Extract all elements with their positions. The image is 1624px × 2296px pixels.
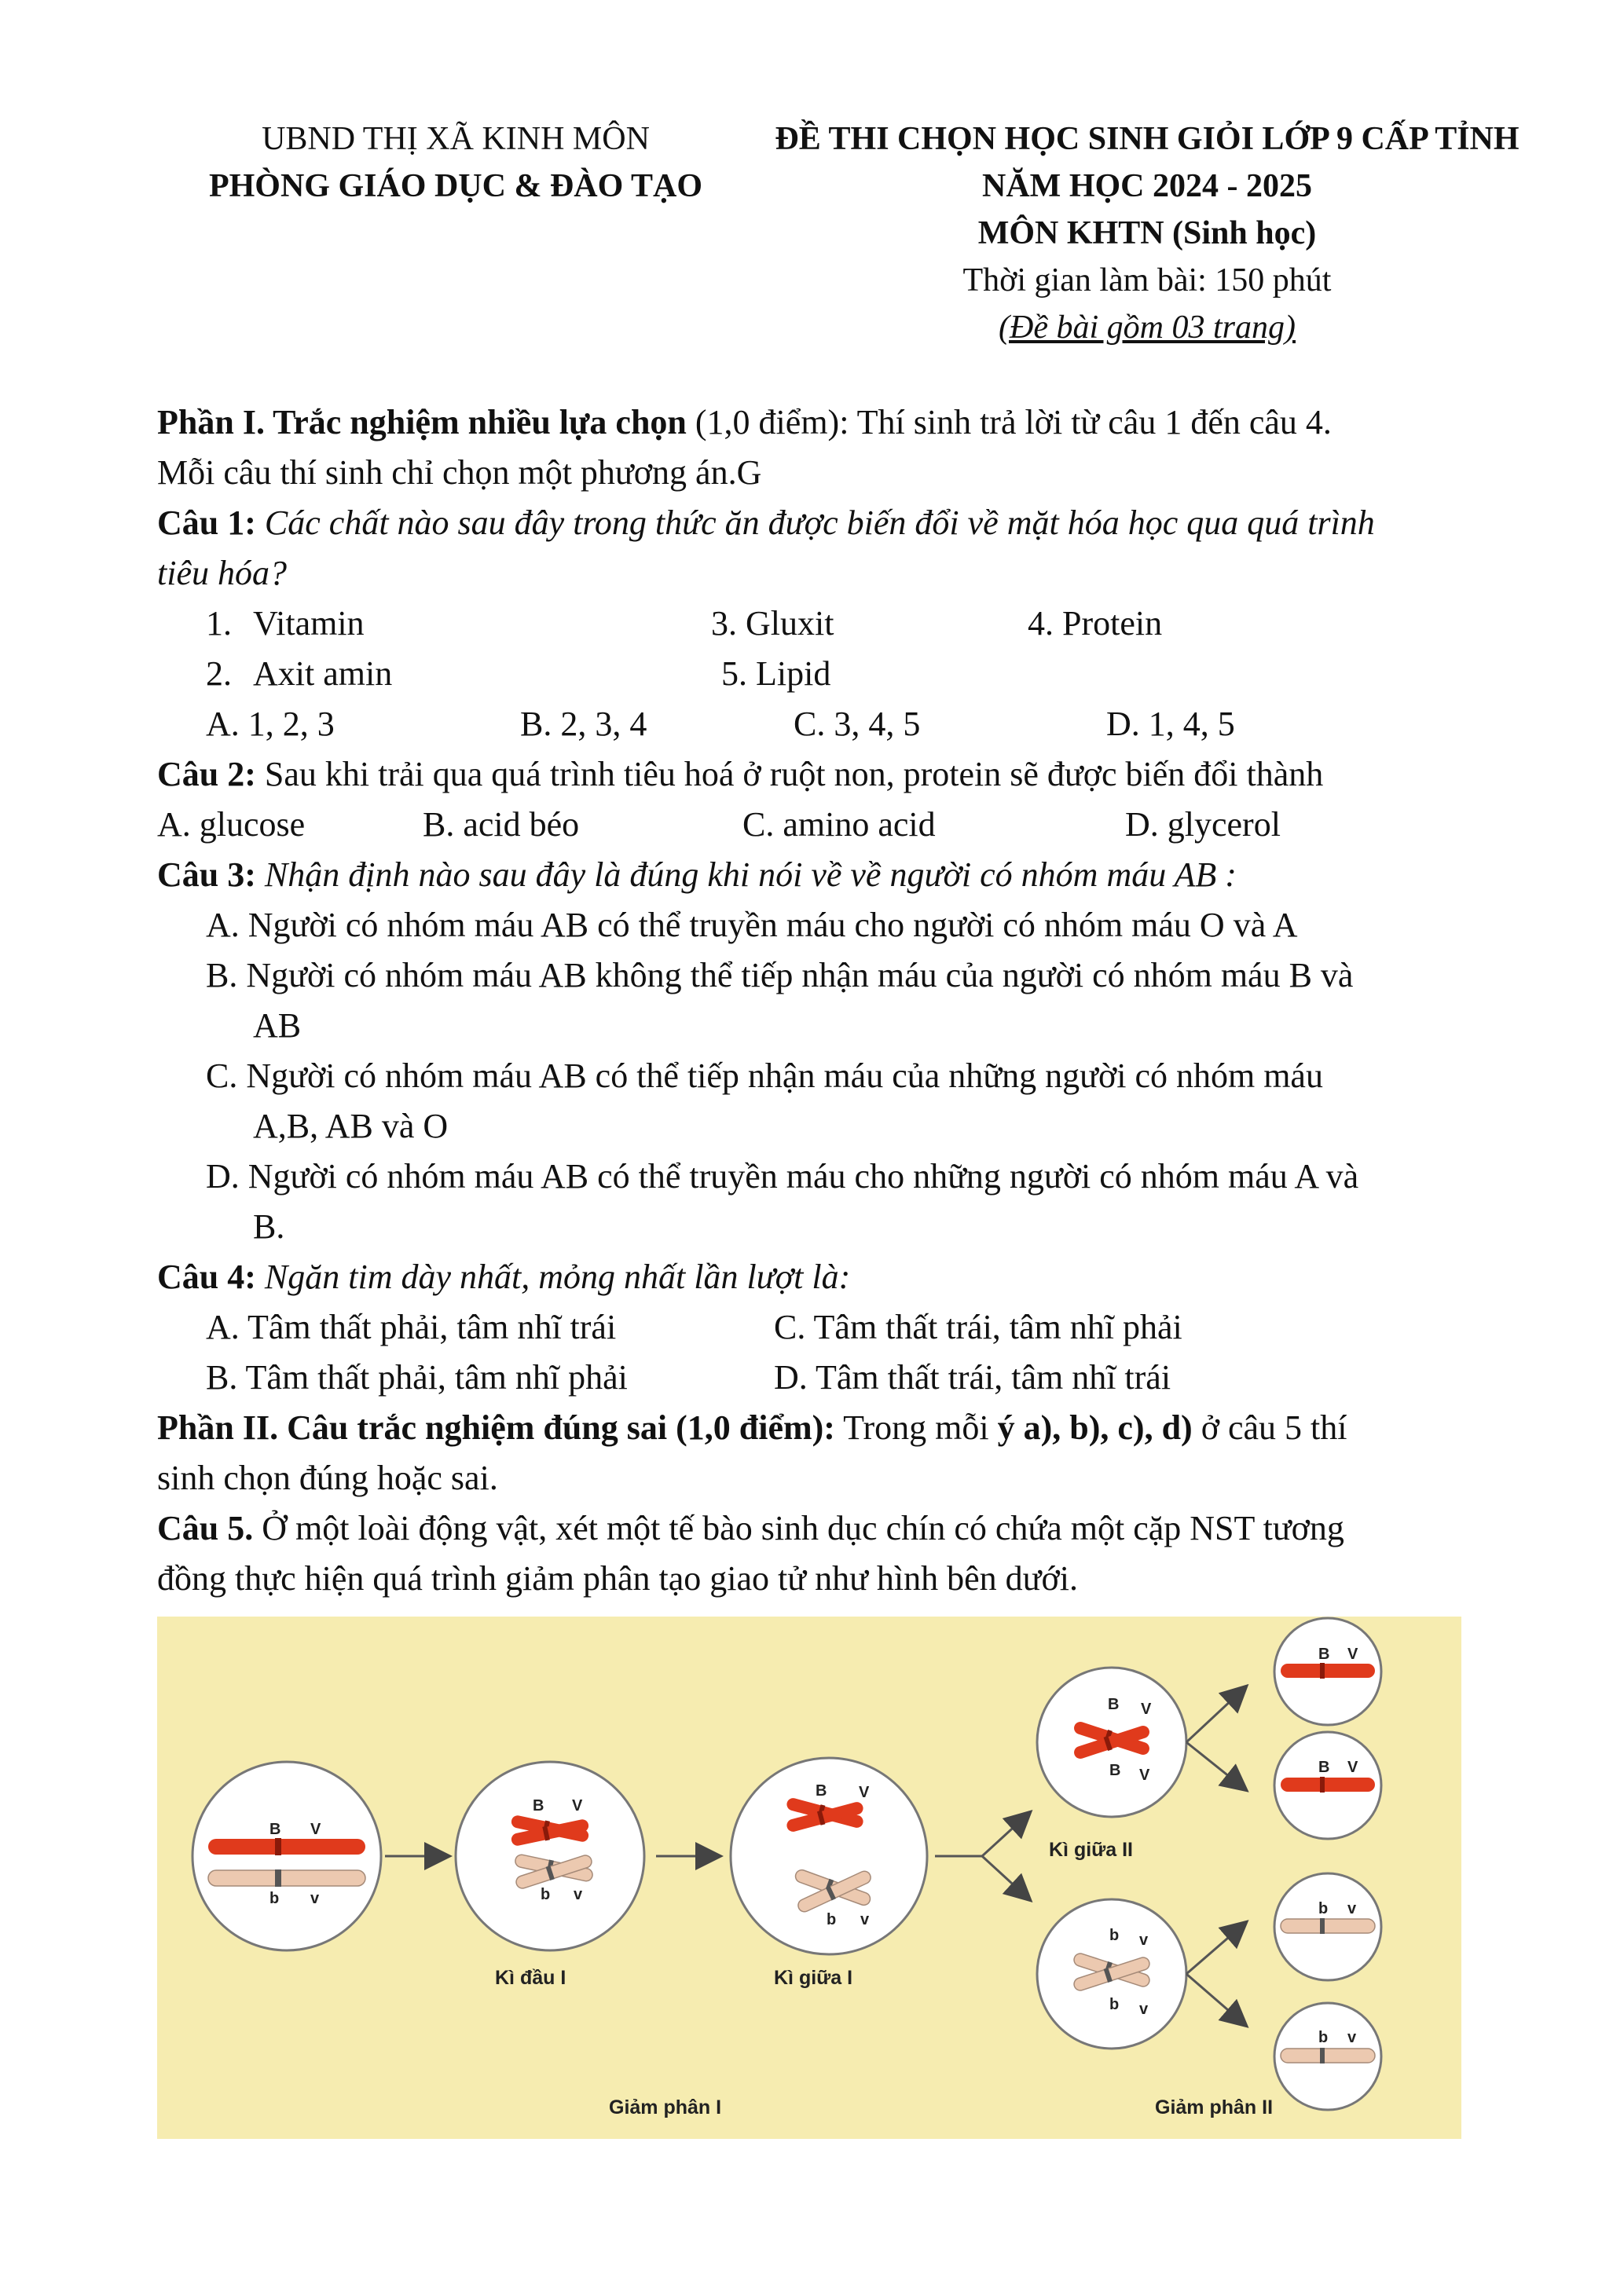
exam-title: ĐỀ THI CHỌN HỌC SINH GIỎI LỚP 9 CẤP TỈNH [775, 121, 1520, 157]
label-metaphase-1: Kì giữa I [774, 1967, 853, 1989]
part2-instruction-cont: sinh chọn đúng hoặc sai. [157, 1459, 498, 1497]
q3-option-b: B. Người có nhóm máu AB không thể tiếp nhận máu của người có nhóm máu B và [206, 956, 1354, 994]
svg-text:V: V [1347, 1759, 1358, 1776]
gamete-4 [1274, 2003, 1381, 2110]
label-prophase-1: Kì đầu I [495, 1967, 566, 1989]
svg-text:V: V [572, 1797, 583, 1814]
q1-item-number-2: 2. [206, 654, 232, 693]
svg-text:V: V [1139, 1767, 1150, 1784]
school-year: NĂM HỌC 2024 - 2025 [982, 168, 1312, 204]
q1-item-gluxit: 3. Gluxit [711, 604, 834, 643]
part2-title: Phần II. Câu trắc nghiệm đúng sai (1,0 điểm): [157, 1408, 835, 1447]
q5-label: Câu 5. [157, 1509, 254, 1547]
part1-score: (1,0 điểm): Thí sinh trả lời từ câu 1 đến câu 4. [686, 403, 1332, 441]
q3-option-b-cont: AB [253, 1006, 302, 1045]
q4-text: Ngăn tim dày nhất, mỏng nhất lần lượt là: [255, 1258, 851, 1296]
question-5 [157, 1503, 1344, 1554]
label-meiosis-1: Giảm phân I [609, 2096, 722, 2118]
question-1 [157, 498, 1375, 548]
q1-item-lipid: 5. Lipid [721, 654, 831, 693]
q5-text-cont: đồng thực hiện quá trình giảm phân tạo giao tử như hình bên dưới. [157, 1559, 1079, 1598]
q3-label: Câu 3: [157, 855, 256, 894]
q3-text: Nhận định nào sau đây là đúng khi nói về về người có nhóm máu AB : [255, 855, 1237, 894]
svg-text:B: B [1318, 1759, 1330, 1776]
q3-option-d-cont: B. [253, 1207, 285, 1246]
svg-text:B: B [1108, 1696, 1120, 1713]
q1-item-number-1: 1. [206, 604, 232, 643]
q5-text: Ở một loài động vật, xét một tế bào sinh dục chín có chứa một cặp NST tương [253, 1509, 1344, 1547]
svg-text:b: b [1318, 2029, 1329, 2046]
gamete-3 [1274, 1873, 1381, 1980]
q3-option-d: D. Người có nhóm máu AB có thể truyền máu cho những người có nhóm máu A và [206, 1157, 1359, 1196]
svg-text:v: v [574, 1886, 583, 1903]
question-3 [157, 850, 1237, 900]
gene-label-B: B [269, 1821, 281, 1838]
q2-label: Câu 2: [157, 755, 256, 793]
q4-option-b: B. Tâm thất phải, tâm nhĩ phải [206, 1358, 628, 1397]
q4-label: Câu 4: [157, 1258, 256, 1296]
part2-text1: Trong mỗi [834, 1408, 998, 1447]
q4-option-a: A. Tâm thất phải, tâm nhĩ trái [206, 1308, 617, 1346]
svg-text:v: v [1347, 2029, 1357, 2046]
subject: MÔN KHTN (Sinh học) [977, 215, 1317, 251]
svg-text:v: v [1139, 1932, 1149, 1949]
part2-text2: ở câu 5 thí [1192, 1408, 1347, 1447]
gamete-2 [1274, 1732, 1381, 1839]
gene-label-b: b [269, 1890, 280, 1907]
q3-option-c-cont: A,B, AB và O [253, 1107, 449, 1145]
svg-text:v: v [1139, 2001, 1149, 2018]
q2-option-d: D. glycerol [1125, 805, 1281, 844]
q1-option-c: C. 3, 4, 5 [794, 705, 921, 743]
cell-metaphase-2-bottom [1037, 1899, 1186, 2049]
svg-text:v: v [1347, 1900, 1357, 1917]
q1-text: Các chất nào sau đây trong thức ăn được biến đổi về mặt hóa học qua quá trình [255, 504, 1375, 542]
question-2 [157, 749, 1323, 800]
q1-item-protein: 4. Protein [1028, 604, 1163, 643]
question-4 [157, 1252, 850, 1302]
part2-items: ý a), b), c), d) [997, 1408, 1193, 1447]
meiosis-diagram [157, 1617, 1461, 2139]
label-metaphase-2: Kì giữa II [1049, 1839, 1134, 1861]
part2-heading [157, 1403, 1347, 1453]
svg-text:b: b [827, 1911, 837, 1928]
svg-text:v: v [860, 1911, 870, 1928]
svg-text:B: B [1318, 1646, 1330, 1663]
q1-label: Câu 1: [157, 504, 256, 542]
gene-label-V: V [310, 1821, 321, 1838]
svg-text:V: V [859, 1784, 870, 1801]
svg-text:B: B [533, 1797, 544, 1814]
label-meiosis-2: Giảm phân II [1155, 2096, 1274, 2118]
q3-option-c: C. Người có nhóm máu AB có thể tiếp nhận máu của những người có nhóm máu [206, 1056, 1323, 1095]
q2-option-b: B. acid béo [423, 805, 580, 844]
svg-text:V: V [1141, 1701, 1152, 1718]
svg-text:B: B [1109, 1762, 1121, 1779]
q1-option-d: D. 1, 4, 5 [1106, 705, 1235, 743]
q1-item-vitamin: Vitamin [253, 604, 365, 643]
cell-prophase-1 [456, 1762, 644, 1950]
page-count-note [739, 303, 1556, 352]
q1-item-axit-amin: Axit amin [253, 654, 393, 693]
q3-option-a: A. Người có nhóm máu AB có thể truyền máu cho người có nhóm máu O và A [206, 906, 1298, 944]
time-limit: Thời gian làm bài: 150 phút [962, 262, 1332, 298]
part1-title: Phần I. Trắc nghiệm nhiều lựa chọn [157, 403, 687, 441]
part1-instruction: Mỗi câu thí sinh chỉ chọn một phương án.G [157, 453, 762, 492]
svg-text:V: V [1347, 1646, 1358, 1663]
part1-heading [157, 397, 1332, 448]
svg-text:b: b [541, 1886, 551, 1903]
svg-text:B: B [816, 1782, 827, 1800]
q1-option-b: B. 2, 3, 4 [520, 705, 647, 743]
gamete-1 [1274, 1618, 1381, 1725]
q4-option-d: D. Tâm thất trái, tâm nhĩ trái [774, 1358, 1171, 1397]
gene-label-v: v [310, 1890, 320, 1907]
q1-text-cont: tiêu hóa? [157, 554, 287, 592]
cell-metaphase-1 [731, 1758, 927, 1954]
header-left-line2: PHÒNG GIÁO DỤC & ĐÀO TẠO [208, 168, 703, 204]
q2-option-c: C. amino acid [742, 805, 936, 844]
page-count-text: (Đề bài gồm 03 trang) [999, 309, 1296, 346]
q2-text: Sau khi trải qua quá trình tiêu hoá ở ruột non, protein sẽ được biến đổi thành [255, 755, 1324, 793]
cell-initial [192, 1762, 381, 1950]
q4-option-c: C. Tâm thất trái, tâm nhĩ phải [774, 1308, 1182, 1346]
q2-option-a: A. glucose [157, 805, 306, 844]
cell-metaphase-2-top [1037, 1668, 1186, 1817]
q1-option-a: A. 1, 2, 3 [206, 705, 335, 743]
header-left-line1: UBND THỊ XÃ KINH MÔN [262, 121, 650, 157]
svg-text:b: b [1109, 1927, 1120, 1944]
svg-text:b: b [1109, 1996, 1120, 2013]
svg-text:b: b [1318, 1900, 1329, 1917]
